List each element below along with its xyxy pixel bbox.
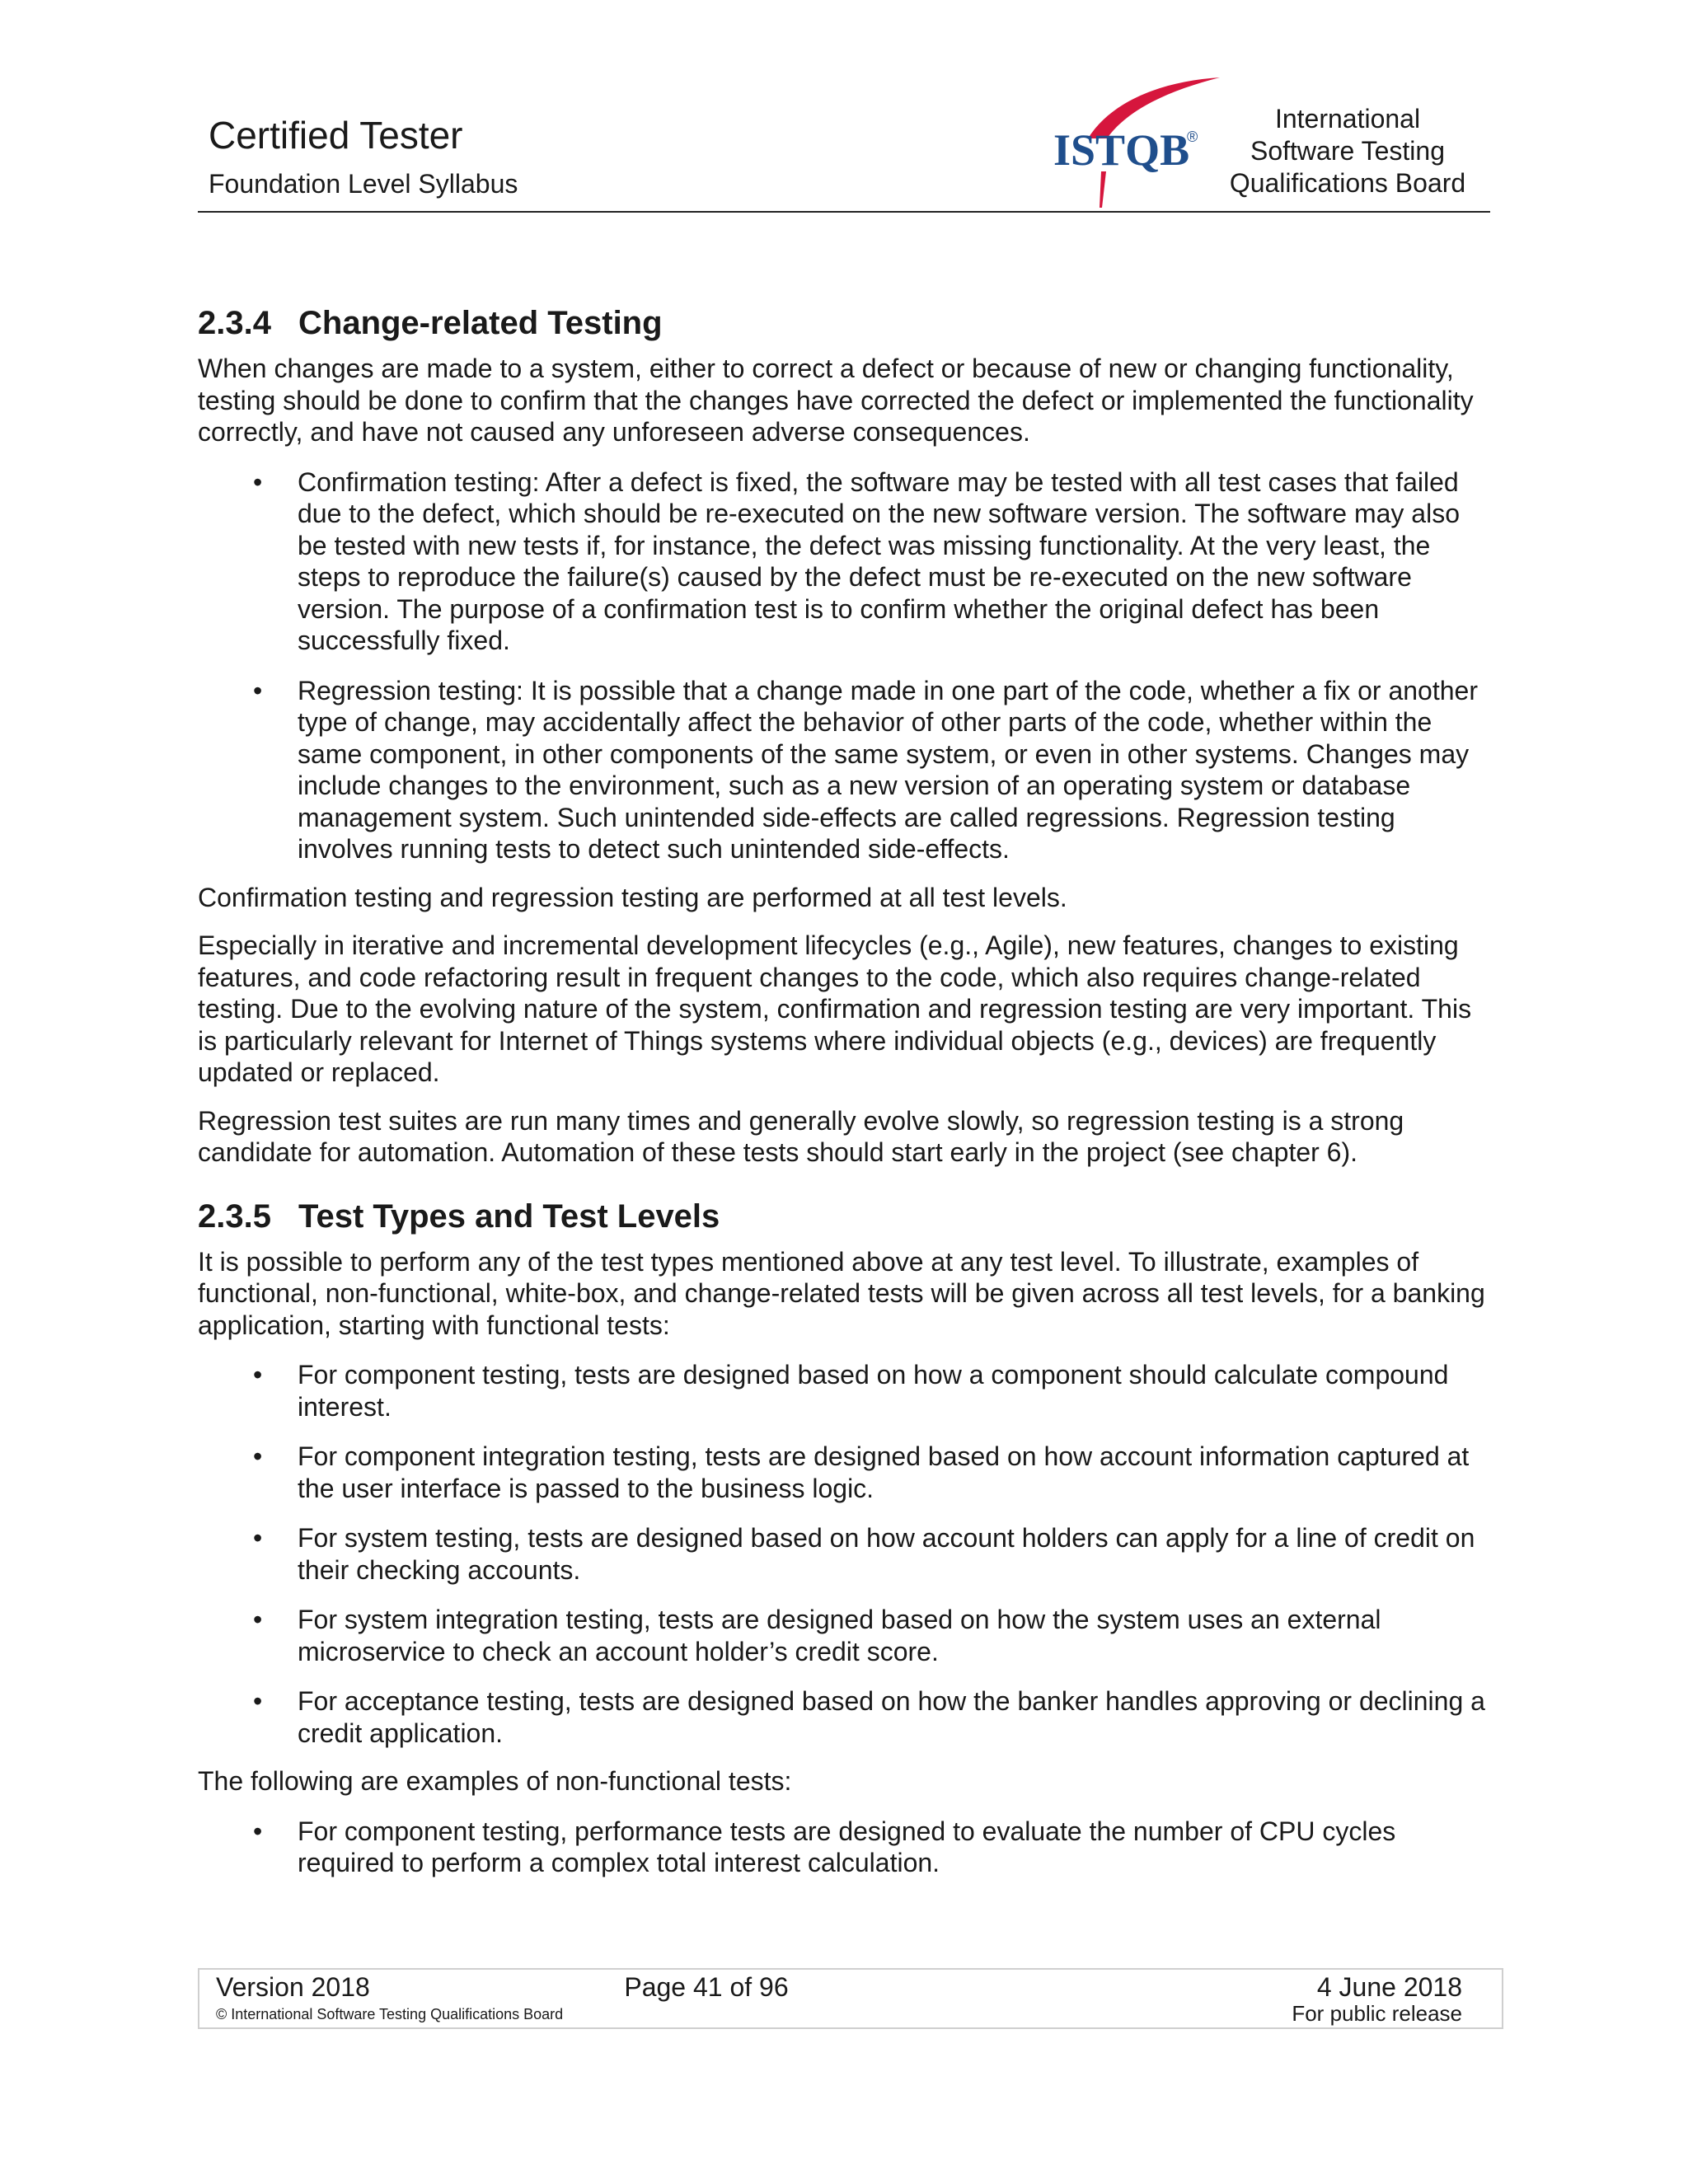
page-footer	[198, 1968, 1503, 2029]
bullet-icon: •	[253, 1523, 263, 1553]
list-item-text: For component testing, performance tests are designed to evaluate the number of CPU cycles required to perform a complex total interest calculation.	[298, 1816, 1396, 1877]
list-item-text: For component testing, tests are designed based on how a component should calculate compound interest.	[298, 1360, 1449, 1422]
list-item	[198, 1359, 1490, 1422]
paragraph-regression-automation: Regression test suites are run many times and generally evolve slowly, so regression testing is a strong candidate for automation. Automation of these tests should start early in the project (see chapter 6).	[198, 1105, 1404, 1167]
bullet-icon: •	[253, 1686, 263, 1716]
paragraph-test-types-intro: It is possible to perform any of the test types mentioned above at any test level. To illustrate, examples of functional, non-functional, white-box, and change-related tests will be given across all test levels, for a banking application, starting with functional tests:	[198, 1246, 1485, 1340]
org-name-line-3: Qualifications Board	[1229, 168, 1466, 198]
list-item-regression-testing	[198, 675, 1490, 865]
list-item-text: For system testing, tests are designed based on how account holders can apply for a line of credit on their checking accounts.	[298, 1523, 1475, 1585]
section-heading-2-3-4	[198, 303, 1490, 343]
bullet-icon: •	[253, 1605, 263, 1634]
section-title: Change-related Testing	[298, 305, 663, 341]
list-item	[198, 1685, 1490, 1749]
list-item-confirmation-testing	[198, 466, 1490, 657]
paragraph-iterative-lifecycles: Especially in iterative and incremental development lifecycles (e.g., Agile), new features, changes to existing features, and code refactoring result in frequent changes to the code, which also requires change-related testing. Due to the evolving nature of the system, confirmation and regression testing are very important. This is particularly relevant for Internet of Things systems where individual objects (e.g., devices) are frequently updated or replaced.	[198, 930, 1472, 1087]
page-header	[198, 74, 1490, 213]
section-heading-2-3-5	[198, 1197, 1490, 1236]
paragraph-test-levels: Confirmation testing and regression testing are performed at all test levels.	[198, 882, 1067, 912]
list-item-text: For component integration testing, tests are designed based on how account information captured at the user interface is passed to the business logic.	[298, 1441, 1470, 1503]
org-name-line-2: Software Testing	[1250, 136, 1445, 166]
list-item	[198, 1604, 1490, 1667]
section-number: 2.3.5	[198, 1197, 271, 1235]
list-item-text: Regression testing: It is possible that a change made in one part of the code, whether a fix or another type of change, may accidentally affect the behavior of other parts of the code, whether within the same component, in other components of the same system, or even in other systems. Changes may include changes to the environment, such as a new version of an operating system or database management system. Such unintended side-effects are called regressions. Regression testing involves running tests to detect such unintended side-effects.	[298, 675, 1478, 864]
nonfunctional-tests-list	[198, 1816, 1490, 1879]
list-item	[198, 1441, 1490, 1504]
footer-release-status: For public release	[1292, 2001, 1462, 2026]
bullet-icon: •	[253, 675, 263, 705]
bullet-icon: •	[253, 1441, 263, 1471]
document-title: Certified Tester	[209, 114, 463, 157]
paragraph-nonfunctional-intro: The following are examples of non-functional tests:	[198, 1766, 792, 1796]
footer-copyright: © International Software Testing Qualifications Board	[216, 2006, 564, 2022]
section-number: 2.3.4	[198, 305, 271, 341]
footer-date: 4 June 2018	[1316, 1972, 1462, 2002]
page-content	[198, 303, 1490, 1879]
footer-page-number: Page 41 of 96	[624, 1972, 789, 2002]
istqb-logo	[1051, 74, 1490, 211]
logo-wordmark: ISTQB	[1053, 125, 1190, 175]
footer-version: Version 2018	[216, 1972, 370, 2002]
list-item	[198, 1816, 1490, 1879]
document-subtitle: Foundation Level Syllabus	[209, 169, 518, 199]
logo-registered-mark: ®	[1187, 129, 1198, 145]
list-item-text: Confirmation testing: After a defect is fixed, the software may be tested with all test cases that failed due to the defect, which should be re-executed on the new software version. The software may also be tested with new tests if, for instance, the defect was missing functionality. At the very least, the steps to reproduce the failure(s) caused by the defect must be re-executed on the new software version. The purpose of a confirmation test is to confirm whether the original defect has been successfully fixed.	[298, 466, 1460, 655]
section-title: Test Types and Test Levels	[298, 1197, 720, 1235]
logo-stroke-icon	[1100, 171, 1106, 208]
list-item-text: For acceptance testing, tests are designed based on how the banker handles approving or declining a credit application.	[298, 1686, 1485, 1748]
list-item-text: For system integration testing, tests are designed based on how the system uses an external microservice to check an account holder’s credit score.	[298, 1605, 1381, 1666]
change-types-list	[198, 466, 1490, 865]
bullet-icon: •	[253, 466, 263, 497]
bullet-icon: •	[253, 1360, 263, 1390]
list-item	[198, 1522, 1490, 1586]
org-name-line-1: International	[1274, 104, 1421, 134]
functional-tests-list	[198, 1359, 1490, 1749]
bullet-icon: •	[253, 1816, 263, 1846]
paragraph-change-intro: When changes are made to a system, either to correct a defect or because of new or changing functionality, testing should be done to confirm that the changes have corrected the defect or implemented the functionality correctly, and have not caused any unforeseen adverse consequences.	[198, 354, 1474, 447]
